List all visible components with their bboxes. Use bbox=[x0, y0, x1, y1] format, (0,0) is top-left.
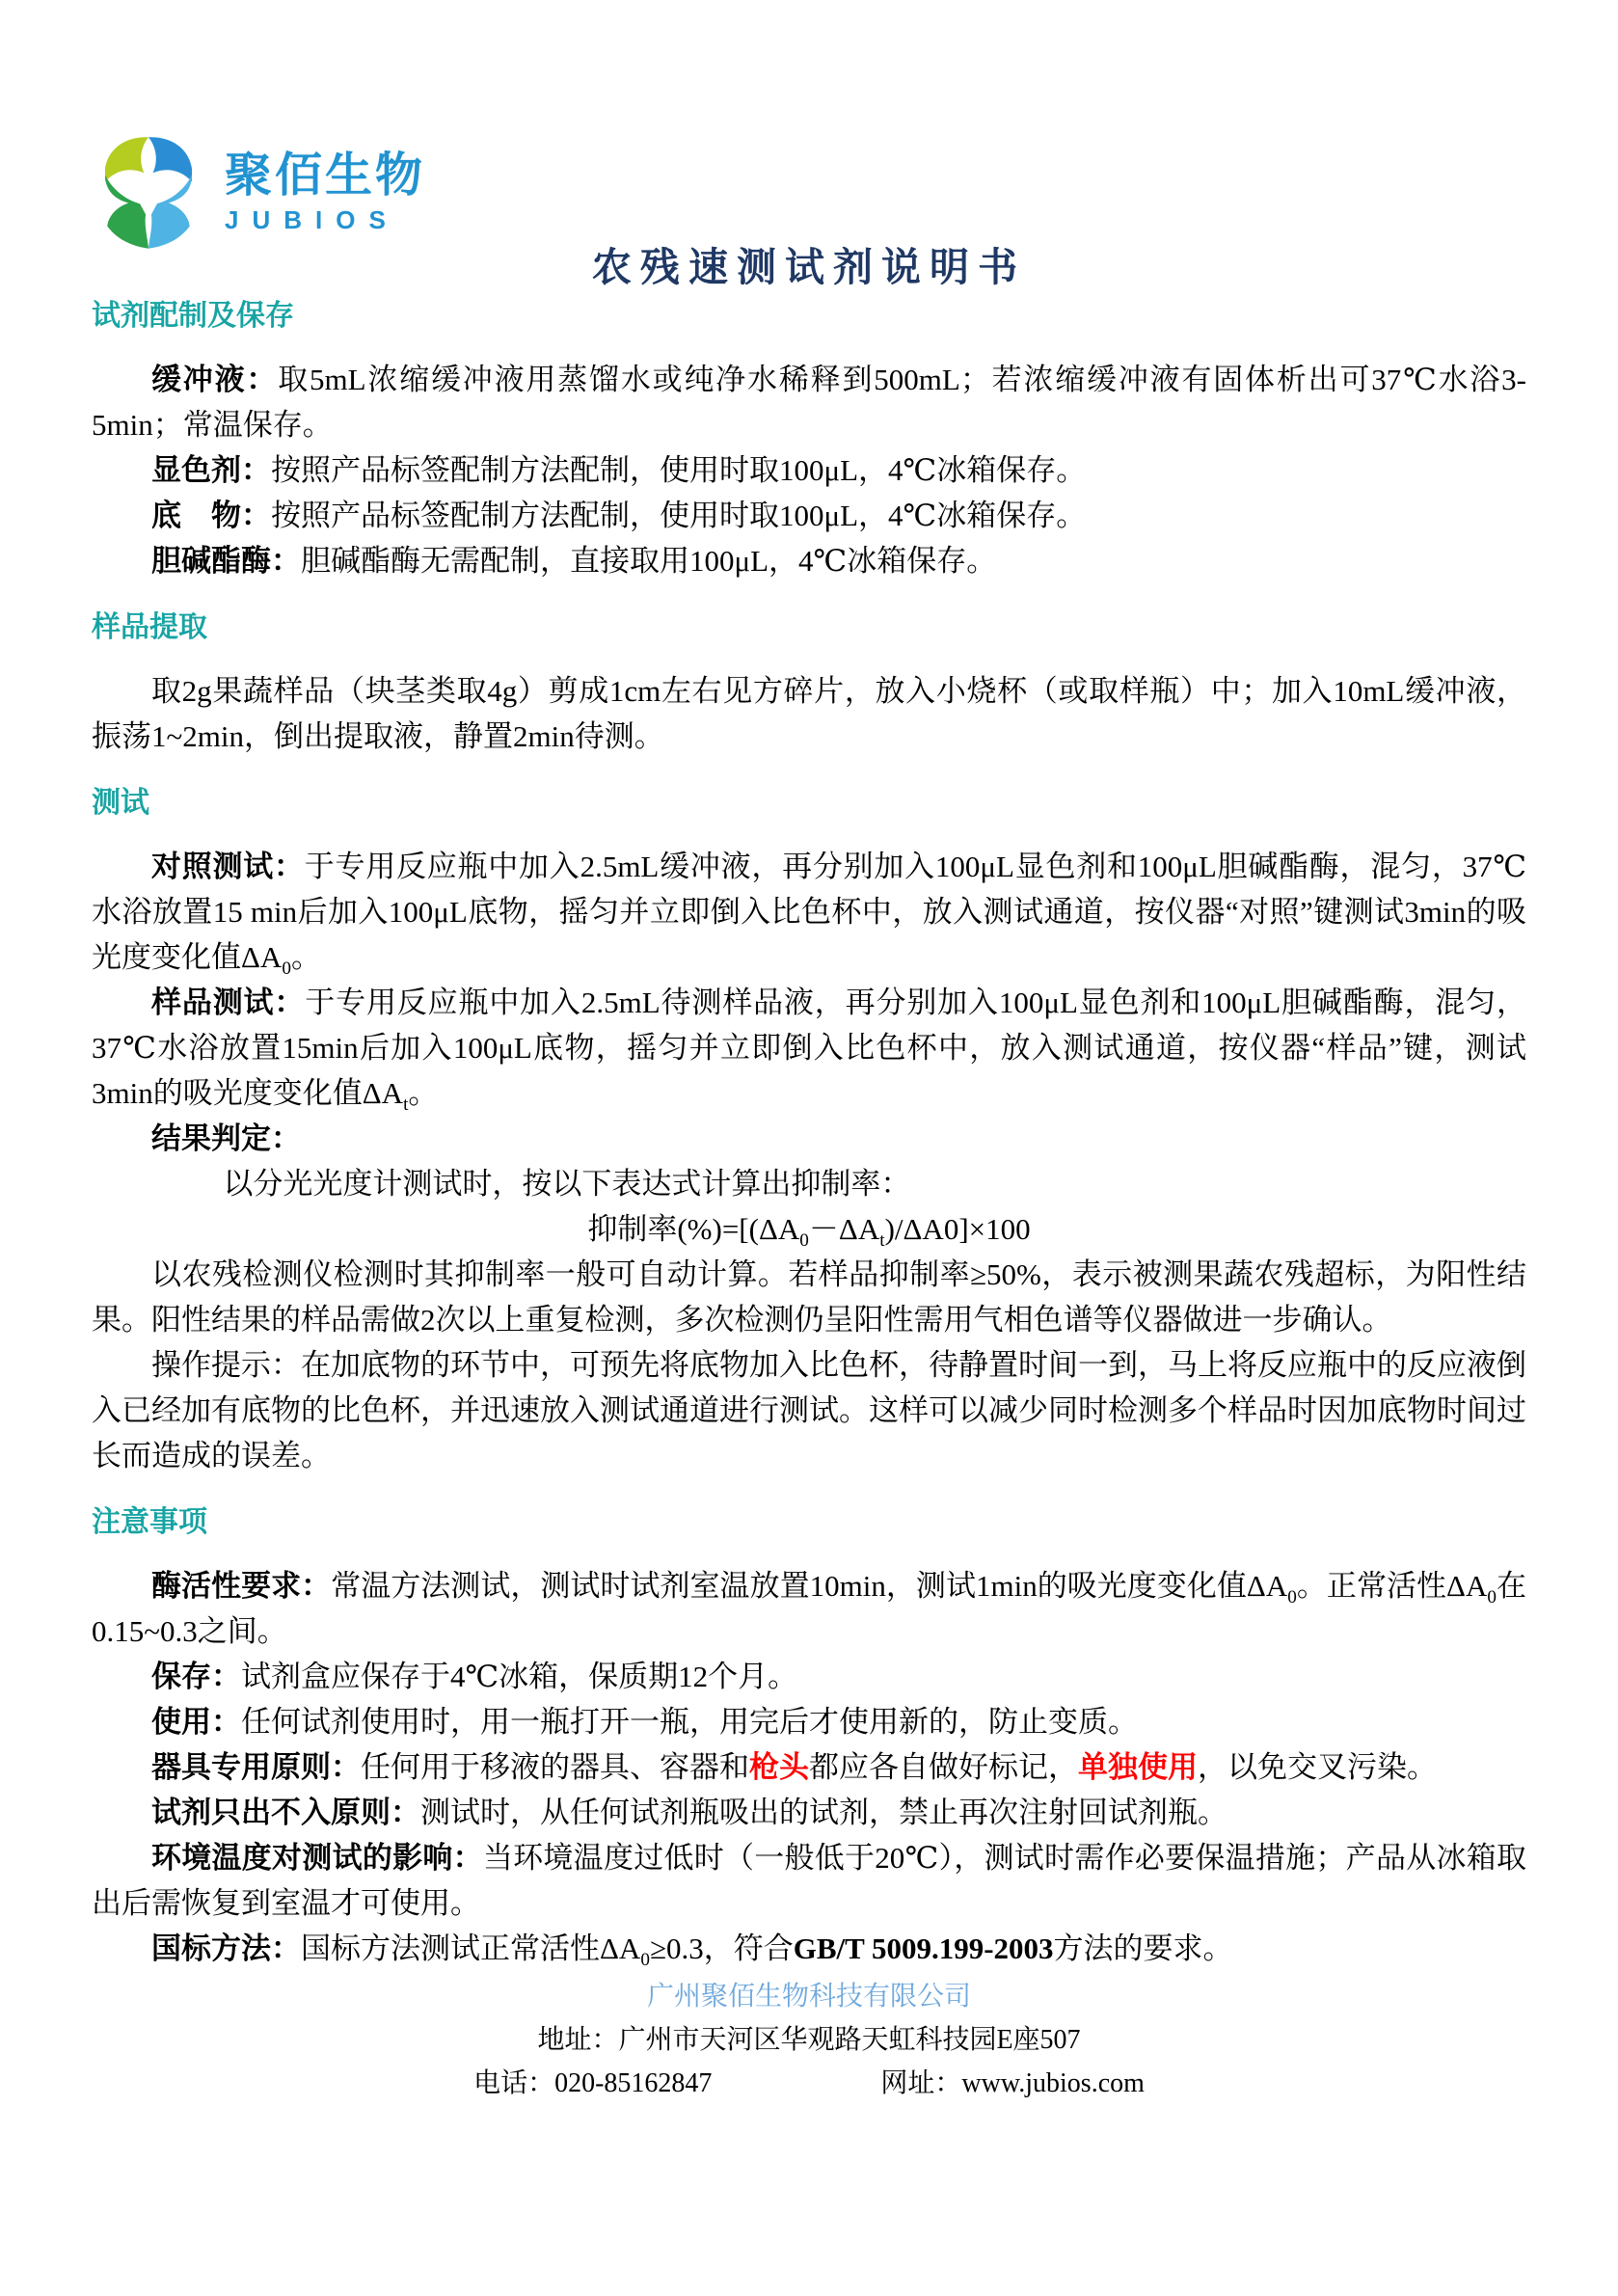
logo bbox=[92, 133, 1526, 253]
paragraph: 器具专用原则：任何用于移液的器具、容器和枪头都应各自做好标记，单独使用，以免交叉污染。 bbox=[151, 1750, 1437, 1784]
paragraph: 胆碱酯酶：胆碱酯酶无需配制，直接取用100μL，4℃冰箱保存。 bbox=[151, 544, 997, 578]
paragraph: 抑制率$(\%)=[(\Delta A_0-\Delta A_t)/\Delta A0]\times 100$ bbox=[587, 1212, 1031, 1252]
logo-company-abbr: JUBIOS bbox=[225, 204, 399, 234]
footer-company-name: 广州聚佰生物科技有限公司 bbox=[646, 1982, 971, 2012]
paragraph: 保存：试剂盒应保存于4℃冰箱，保质期12个月。 bbox=[151, 1660, 798, 1693]
paragraph: 酶活性要求：常温方法测试，测试时试剂室温放置10min，测试1min的吸光度变化值$\Delta A_0$。正常活性$\Delta A_0$在0.15~0.3之间。 bbox=[92, 1569, 1526, 1648]
paragraph: 以分光光度计测试时，按以下表达式计算出抑制率： bbox=[223, 1167, 911, 1201]
document-body bbox=[92, 299, 1526, 1971]
paragraph: 操作提示：在加底物的环节中，可预先将底物加入比色杯，待静置时间一到，马上将反应瓶中的反应液倒入已经加有底物的比色杯，并迅速放入测试通道进行测试。这样可以减少同时检测多个样品时因加底物时间过长而造成的误差。 bbox=[92, 1348, 1526, 1472]
paragraph: 显色剂：按照产品标签配制方法配制，使用时取100μL，4℃冰箱保存。 bbox=[151, 453, 1087, 487]
document-title: 农残速测试剂说明书 bbox=[591, 245, 1027, 289]
footer-phone: 电话：020-85162847 bbox=[473, 2068, 713, 2098]
paragraph: 底 物：按照产品标签配制方法配制，使用时取100μL，4℃冰箱保存。 bbox=[151, 499, 1087, 532]
logo-company-name: 聚佰生物 bbox=[225, 149, 426, 203]
footer-address: 地址：广州市天河区华观路天虹科技园E座507 bbox=[537, 2025, 1081, 2055]
paragraph: 缓冲液：取5mL浓缩缓冲液用蒸馏水或纯净水稀释到500mL；若浓缩缓冲液有固体析出可37℃水浴3-5min；常温保存。 bbox=[92, 363, 1527, 442]
paragraph: 样品测试：于专用反应瓶中加入2.5mL待测样品液，再分别加入100μL显色剂和100μL胆碱酯酶，混匀，37℃水浴放置15min后加入100μL底物，摇匀并立即倒入比色杯中，放入测试通道，按仪器“样品”键，测试3min的吸光度变化值$\Delta A_t$。 bbox=[92, 986, 1526, 1116]
section-heading: 注意事项 bbox=[92, 1506, 207, 1538]
paragraph: 对照测试：于专用反应瓶中加入2.5mL缓冲液，再分别加入100μL显色剂和100μL胆碱酯酶，混匀，37℃水浴放置15 min后加入100μL底物，摇匀并立即倒入比色杯中，放入测试通道，按仪器“对照”键测试3min的吸光度变化值$\Delta A_0$。 bbox=[92, 850, 1527, 980]
footer-contact-row bbox=[0, 2062, 1618, 2105]
paragraph: 结果判定： bbox=[151, 1121, 301, 1155]
section-heading: 试剂配制及保存 bbox=[92, 300, 294, 332]
logo-text bbox=[225, 150, 425, 235]
paragraph: 取2g果蔬样品（块茎类取4g）剪成1cm左右见方碎片，放入小烧杯（或取样瓶）中；加入10mL缓冲液，振荡1~2min，倒出提取液，静置2min待测。 bbox=[92, 674, 1526, 753]
paragraph: 试剂只出不入原则：测试时，从任何试剂瓶吸出的试剂，禁止再次注射回试剂瓶。 bbox=[151, 1796, 1227, 1829]
footer-website: 网址：www.jubios.com bbox=[880, 2068, 1145, 2098]
section-heading: 样品提取 bbox=[92, 611, 207, 643]
jubios-logo-icon bbox=[92, 135, 205, 251]
paragraph: 使用：任何试剂使用时，用一瓶打开一瓶，用完后才使用新的，防止变质。 bbox=[151, 1705, 1138, 1739]
paragraph: 以农残检测仪检测时其抑制率一般可自动计算。若样品抑制率≥50%，表示被测果蔬农残超标，为阳性结果。阳性结果的样品需做2次以上重复检测，多次检测仍呈阳性需用气相色谱等仪器做进一步确认。 bbox=[92, 1257, 1526, 1337]
section-heading: 测试 bbox=[92, 787, 149, 819]
paragraph: 环境温度对测试的影响：当环境温度过低时（一般低于20℃），测试时需作必要保温措施；产品从冰箱取出后需恢复到室温才可使用。 bbox=[92, 1841, 1526, 1920]
paragraph: 国标方法：国标方法测试正常活性$\Delta A_0\ge 0.3$，符合GB/T 5009.199-2003方法的要求。 bbox=[151, 1931, 1233, 1971]
document-footer bbox=[0, 1975, 1618, 2105]
